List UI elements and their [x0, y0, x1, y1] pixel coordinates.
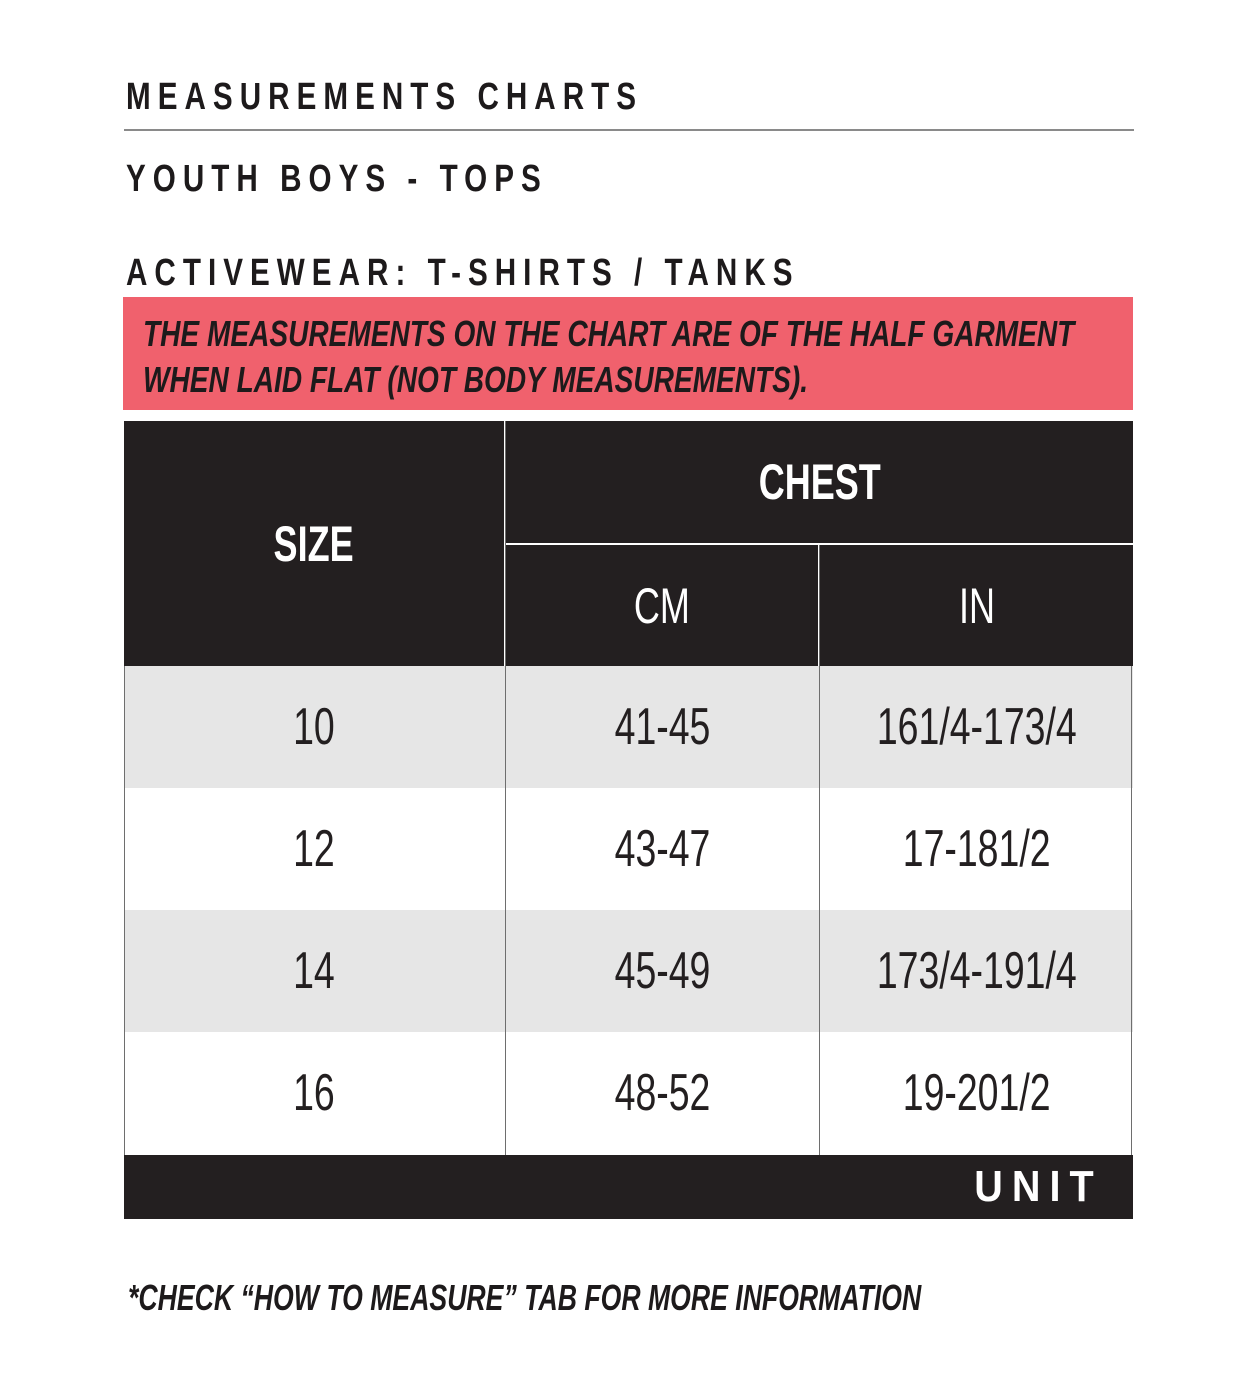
chest-cm-cell: 43-47	[614, 820, 710, 878]
table-row	[124, 1032, 1133, 1154]
page-title: MEASUREMENTS CHARTS	[126, 76, 644, 118]
category-title: ACTIVEWEAR: T-SHIRTS / TANKS	[126, 252, 800, 294]
brand-logo: UNIT	[974, 1162, 1103, 1211]
table-border-right	[1131, 666, 1132, 1155]
chest-cm-cell: 41-45	[614, 698, 710, 756]
chest-header-label: CHEST	[758, 454, 881, 510]
chest-in-cell: 19-201/2	[902, 1064, 1051, 1122]
size-column-header	[124, 421, 504, 666]
brand-footer-bar	[124, 1155, 1133, 1219]
column-divider	[819, 545, 820, 1155]
chest-in-cell: 173/4-191/4	[876, 942, 1077, 1000]
title-divider	[124, 129, 1134, 131]
chest-cm-cell: 48-52	[614, 1064, 710, 1122]
chest-in-cell: 161/4-173/4	[876, 698, 1077, 756]
size-cell: 12	[293, 820, 335, 878]
section-title: YOUTH BOYS - TOPS	[126, 158, 548, 200]
in-column-header	[820, 545, 1133, 666]
chest-in-cell: 17-181/2	[902, 820, 1051, 878]
in-header-label: IN	[958, 577, 995, 634]
size-cell: 16	[293, 1064, 335, 1122]
column-divider	[505, 421, 506, 1155]
chest-cm-cell: 45-49	[614, 942, 710, 1000]
size-chart-table	[124, 421, 1133, 1219]
table-row	[124, 910, 1133, 1032]
cm-column-header	[506, 545, 818, 666]
size-cell: 14	[293, 942, 335, 1000]
footnote: *CHECK “HOW TO MEASURE” TAB FOR MORE INFORMATION	[128, 1277, 922, 1318]
notice-banner	[123, 297, 1133, 410]
notice-text: THE MEASUREMENTS ON THE CHART ARE OF THE HALF GARMENT WHEN LAID FLAT (NOT BODY MEASUREMENTS).	[143, 313, 1075, 400]
chest-group-header	[506, 421, 1133, 543]
table-row	[124, 666, 1133, 788]
size-cell: 10	[293, 698, 335, 756]
table-border-left	[124, 666, 125, 1155]
size-header-label: SIZE	[273, 515, 355, 572]
table-row	[124, 788, 1133, 910]
cm-header-label: CM	[633, 577, 690, 634]
